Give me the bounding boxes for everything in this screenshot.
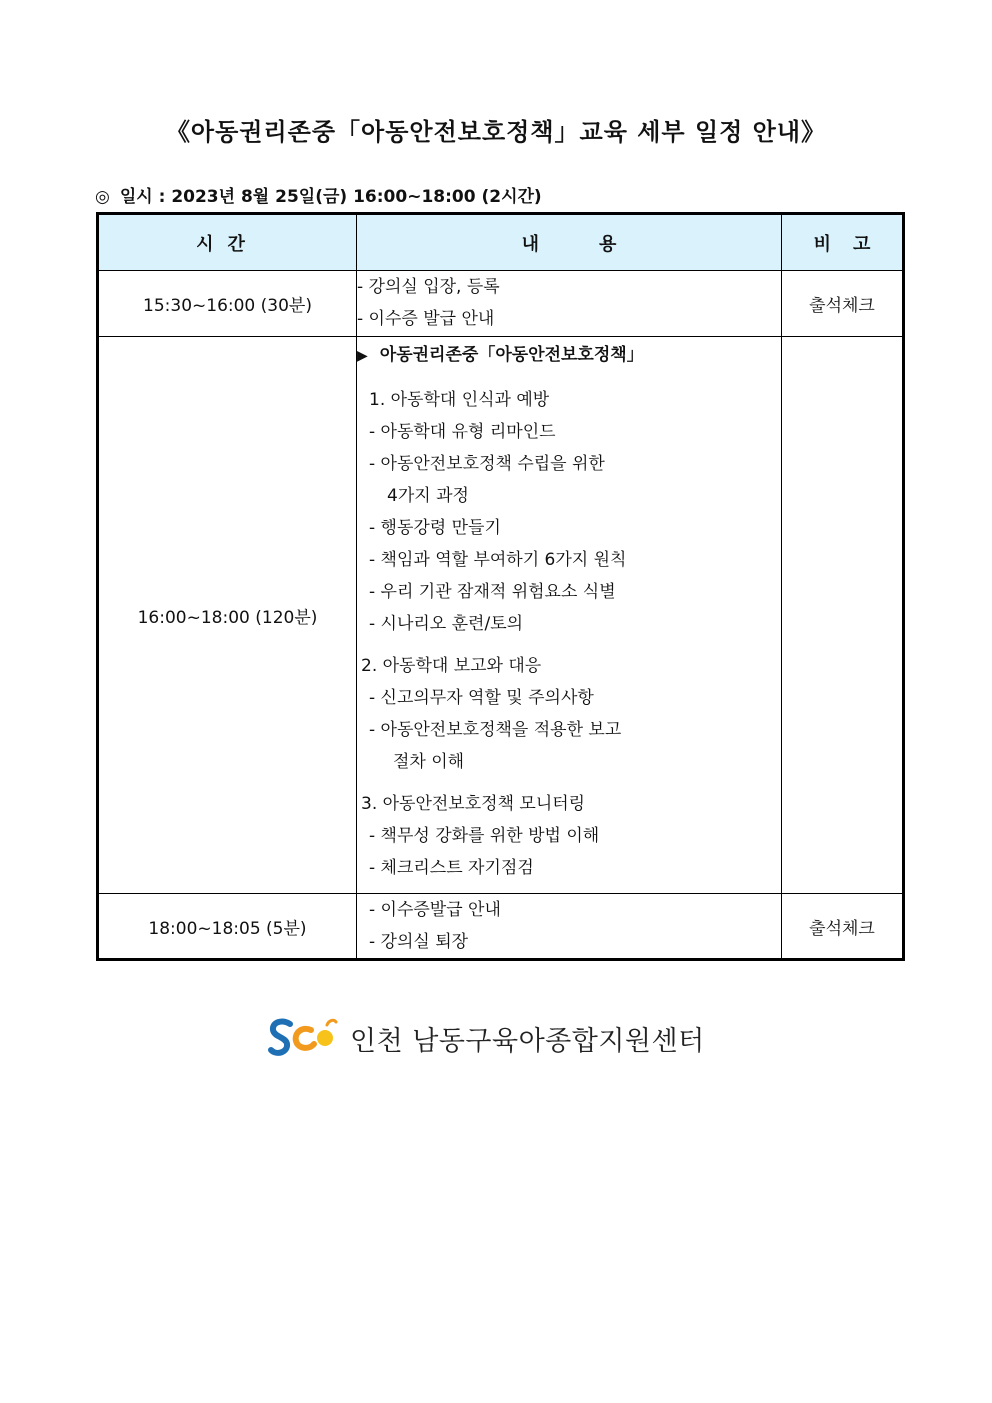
list-item: - 이수증발급 안내 (369, 900, 501, 920)
organization-logo (268, 1016, 705, 1060)
bullet-icon: ◎ (95, 187, 110, 207)
row-content (357, 271, 782, 337)
row-content (357, 894, 782, 960)
list-item: - 시나리오 훈련/토의 (369, 614, 524, 634)
header-time: 시간 (98, 214, 357, 271)
table-row (98, 337, 904, 894)
date-text: 일시 : 2023년 8월 25일(금) 16:00~18:00 (2시간) (119, 187, 542, 207)
heading-text: 아동권리존중「아동안전보호정책」 (379, 345, 644, 365)
list-item: - 강의실 입장, 등록 (357, 277, 500, 297)
row-note: 출석체크 (782, 271, 904, 337)
content-heading (357, 337, 781, 374)
row-time: 18:00~18:05 (5분) (98, 894, 357, 960)
section-title: 1. 아동학대 인식과 예방 (369, 390, 550, 410)
table-row (98, 271, 904, 337)
list-item: - 책임과 역할 부여하기 6가지 원칙 (369, 550, 627, 570)
list-item: - 아동학대 유형 리마인드 (369, 422, 556, 442)
row-content (357, 337, 782, 894)
seo-logo-icon (268, 1016, 340, 1060)
list-item: - 이수증 발급 안내 (357, 309, 495, 329)
header-note: 비고 (782, 214, 904, 271)
list-item: - 체크리스트 자기점검 (369, 858, 534, 878)
row-note (782, 337, 904, 894)
list-item: - 행동강령 만들기 (369, 518, 501, 538)
list-item: - 아동안전보호정책 수립을 위한 (369, 454, 605, 474)
page-title: 《아동권리존중「아동안전보호정책」교육 세부 일정 안내》 (165, 118, 827, 146)
list-item: - 신고의무자 역할 및 주의사항 (369, 688, 594, 708)
date-line (95, 182, 542, 207)
list-item: 절차 이해 (393, 752, 465, 772)
section-title: 3. 아동안전보호정책 모니터링 (361, 794, 586, 814)
list-item: - 강의실 퇴장 (369, 932, 469, 952)
list-item: - 책무성 강화를 위한 방법 이해 (369, 826, 600, 846)
schedule-table (96, 212, 905, 961)
header-content: 내용 (357, 214, 782, 271)
table-row (98, 894, 904, 960)
list-item: - 아동안전보호정책을 적용한 보고 (369, 720, 622, 740)
list-item: - 우리 기관 잠재적 위험요소 식별 (369, 582, 616, 602)
section-title: 2. 아동학대 보고와 대응 (361, 656, 542, 676)
table-header-row (98, 214, 904, 271)
row-time: 15:30~16:00 (30분) (98, 271, 357, 337)
logo-text: 인천 남동구육아종합지원센터 (350, 1025, 705, 1057)
row-note: 출석체크 (782, 894, 904, 960)
row-time: 16:00~18:00 (120분) (98, 337, 357, 894)
list-item: 4가지 과정 (387, 486, 469, 506)
triangle-icon: ▶ (357, 348, 368, 364)
